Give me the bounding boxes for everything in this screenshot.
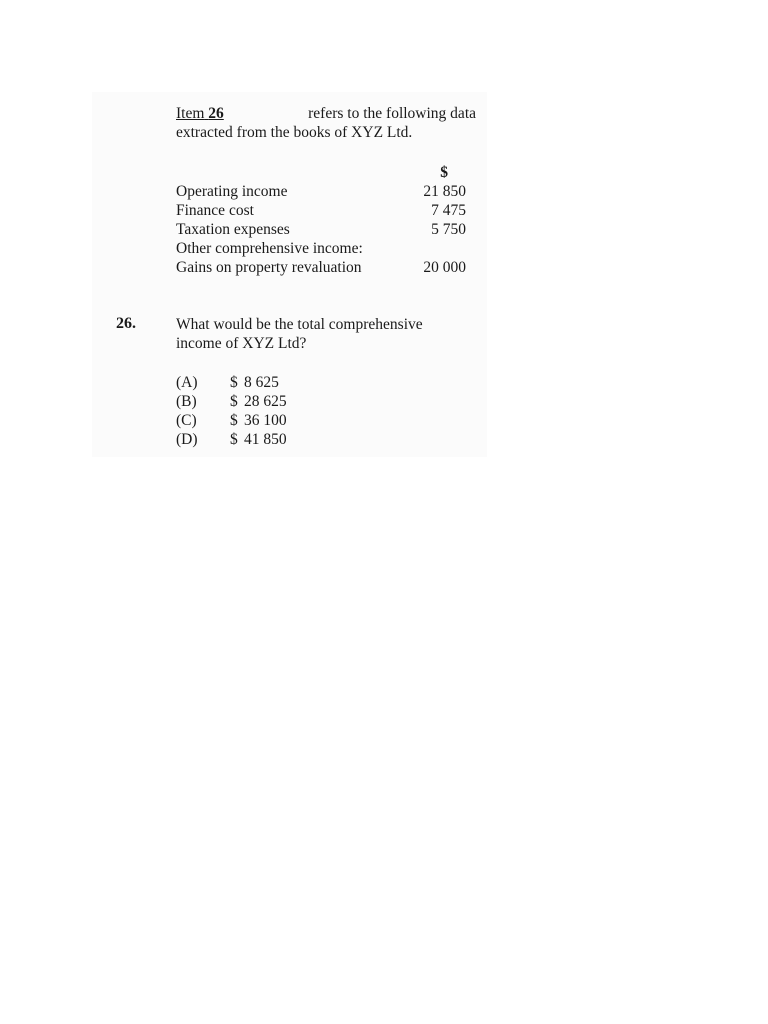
table-row [176,258,466,277]
row-amount: 21 850 [423,183,466,200]
table-row [176,220,466,239]
row-label: Finance cost [176,202,254,219]
option-value: 28 625 [244,393,287,410]
table-header-row [176,163,466,182]
row-label: Taxation expenses [176,221,290,238]
currency-header: $ [440,164,448,181]
option-letter: (C) [176,412,197,429]
row-amount: 7 475 [431,202,466,219]
intro-line-1-rest: refers to the following data [308,105,476,122]
answer-option-a[interactable] [176,373,294,392]
row-label: Gains on property revaluation [176,259,362,276]
row-amount: 20 000 [423,259,466,276]
option-letter: (D) [176,431,198,448]
row-amount: 5 750 [431,221,466,238]
option-letter: (B) [176,393,197,410]
question-line-2: income of XYZ Ltd? [176,335,307,352]
answer-option-c[interactable] [176,411,294,430]
table-row [176,201,466,220]
option-currency: $ [230,374,238,391]
financial-data-table [176,163,466,277]
option-value: 41 850 [244,431,287,448]
table-row [176,239,466,258]
option-currency: $ [230,431,238,448]
option-currency: $ [230,393,238,410]
option-value: 36 100 [244,412,287,429]
table-row [176,182,466,201]
row-label: Operating income [176,183,288,200]
row-label: Other comprehensive income: [176,240,363,257]
answer-options [176,373,294,449]
answer-option-b[interactable] [176,392,294,411]
question-number: 26. [116,315,136,332]
question-text [176,315,476,353]
answer-option-d[interactable] [176,430,294,449]
intro-line-2: extracted from the books of XYZ Ltd. [176,124,413,141]
item-reference-number: 26 [208,105,224,122]
item-reference [176,104,224,123]
intro-line-1 [176,104,476,123]
option-letter: (A) [176,374,198,391]
item-intro [176,104,476,142]
option-currency: $ [230,412,238,429]
option-value: 8 625 [244,374,279,391]
item-reference-word: Item [176,105,205,122]
row-amount [396,239,466,258]
question-line-1: What would be the total comprehensive [176,316,423,333]
